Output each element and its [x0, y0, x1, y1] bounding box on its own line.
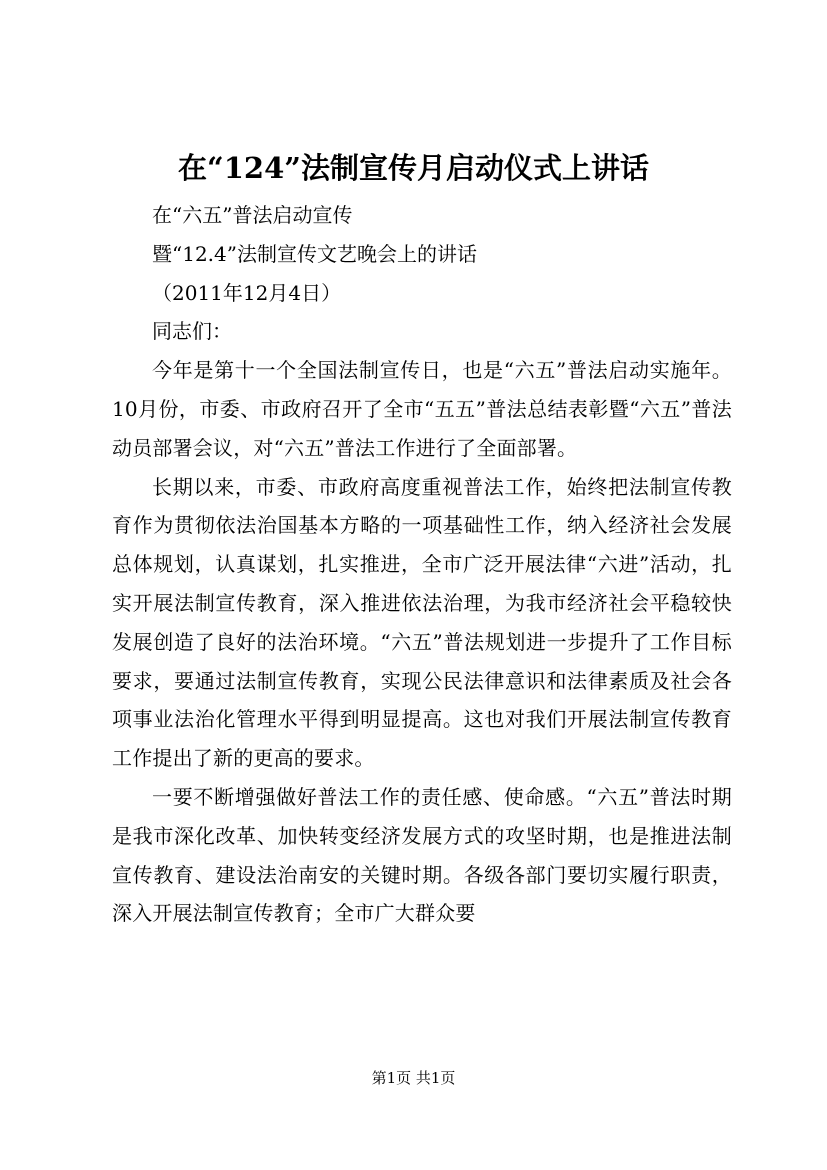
- subtitle-line-1: 在“六五”普法启动宣传: [152, 203, 353, 227]
- document-body: [112, 196, 732, 933]
- paragraph-3: 一要不断增强做好普法工作的责任感、使命感。“六五”普法时期是我市深化改革、加快转变经济发展方式的攻坚时期，也是推进法制宣传教育、建设法治南安的关键时期。各级各部门要切实履行职责，深入开展法制宣传教育；全市广大群众要: [112, 784, 732, 926]
- paragraph-2: 长期以来，市委、市政府高度重视普法工作，始终把法制宣传教育作为贯彻依法治国基本方略的一项基础性工作，纳入经济社会发展总体规划，认真谋划，扎实推进，全市广泛开展法律“六进”活动，扎实开展法制宣传教育，深入推进依法治理，为我市经济社会平稳较快发展创造了良好的法治环境。“六五”普法规划进一步提升了工作目标要求，要通过法制宣传教育，实现公民法律意识和法律素质及社会各项事业法治化管理水平得到明显提高。这也对我们开展法制宣传教育工作提出了新的更高的要求。: [112, 474, 732, 771]
- document-title: 在“124”法制宣传月启动仪式上讲话: [178, 151, 649, 185]
- subtitle-line-2: 暨“12.4”法制宣传文艺晚会上的讲话: [152, 241, 477, 266]
- salutation: 同志们：: [152, 319, 232, 344]
- page-footer: 第1页 共1页: [371, 1069, 456, 1087]
- paragraph-1: 今年是第十一个全国法制宣传日，也是“六五”普法启动实施年。10月份，市委、市政府召开了全市“五五”普法总结表彰暨“六五”普法动员部署会议，对“六五”普法工作进行了全面部署。: [112, 358, 732, 460]
- date-line: （2011年12月4日）: [152, 280, 342, 305]
